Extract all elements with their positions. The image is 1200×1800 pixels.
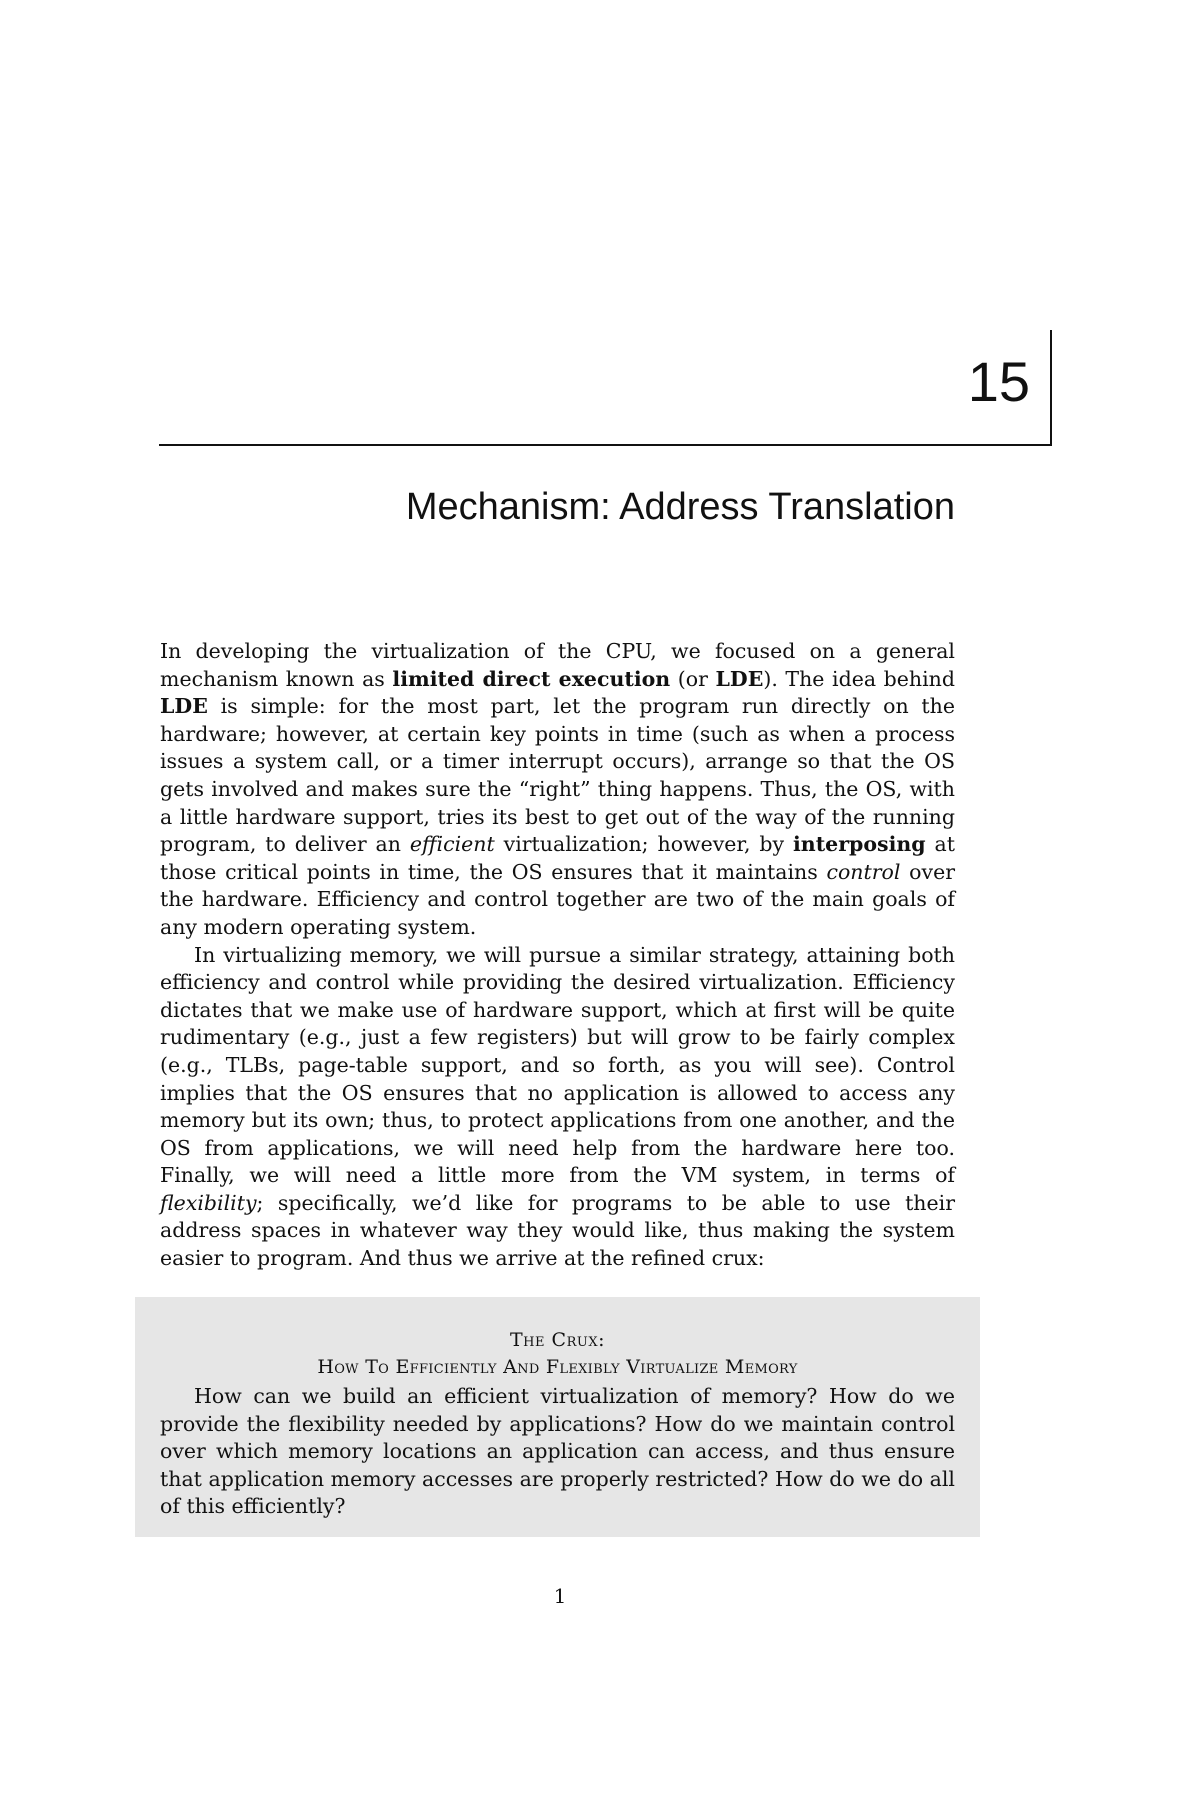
emphasis-control: control <box>826 859 901 884</box>
text-segment: ; specifically, we’d like for programs to be able to use their address spaces in whatever way they would like, thus making the system easier to program. And thus we arrive at the refined crux: <box>160 1190 955 1271</box>
chapter-header-rule <box>159 444 1052 446</box>
crux-box <box>135 1297 980 1537</box>
text-segment: virtualization; however, by <box>494 832 794 857</box>
text-segment: In developing the virtualization of the CPU, we focused on a general mechanism known as <box>160 639 955 691</box>
chapter-number-rule <box>1050 330 1052 446</box>
text-segment: at those critical points in time, the OS ensures that it maintains <box>160 832 955 884</box>
crux-subheading: How To Efficiently And Flexibly Virtualize Memory <box>317 1356 798 1378</box>
body-text <box>160 638 955 1273</box>
text-segment: (or <box>670 666 716 691</box>
text-segment: over the hardware. Efficiency and control together are two of the main goals of any modern operating system. <box>160 859 955 939</box>
term-limited-direct-execution: limited direct execution <box>392 666 671 691</box>
text-segment: is simple: for the most part, let the program run directly on the hardware; however, at certain key points in time (such as when a process issues a system call, or a timer interrupt occurs), arrange so that the OS gets involved and makes sure the “right” thing happens. Thus, the OS, with a little hardware support, tries its best to get out of the way of the running program, to deliver an <box>160 694 955 857</box>
term-interposing: interposing <box>793 832 926 857</box>
text-segment: In virtualizing memory, we will pursue a similar strategy, attaining both efficiency and control while providing the desired virtualization. Efficiency dictates that we make use of hardware support, which at first will be quite rudimentary (e.g., just a few registers) but will grow to be fairly complex (e.g., TLBs, page-table support, and so forth, as you will see). Control implies that the OS ensures that no application is allowed to access any memory but its own; thus, to protect applications from one another, and the OS from applications, we will need help from the hardware here too. Finally, we will need a little more from the VM system, in terms of <box>160 942 955 1188</box>
term-lde: LDE <box>715 666 764 691</box>
chapter-number: 15 <box>967 350 1030 413</box>
emphasis-flexibility: flexibility <box>160 1190 257 1215</box>
crux-heading: The Crux: <box>510 1329 605 1351</box>
chapter-title: Mechanism: Address Translation <box>405 486 955 528</box>
paragraph-memory <box>160 942 955 1273</box>
paragraph-intro <box>160 638 955 942</box>
emphasis-efficient: efficient <box>409 832 495 857</box>
term-lde: LDE <box>160 694 208 719</box>
page-number: 1 <box>553 1584 567 1608</box>
crux-text: How can we build an efficient virtualization of memory? How do we provide the flexibility needed by applications? How do we maintain control over which memory locations an application can access, and thus ensure that application memory accesses are properly restricted? How do we do all of this efficiently? <box>160 1384 955 1519</box>
text-segment: ). The idea behind <box>763 666 955 691</box>
